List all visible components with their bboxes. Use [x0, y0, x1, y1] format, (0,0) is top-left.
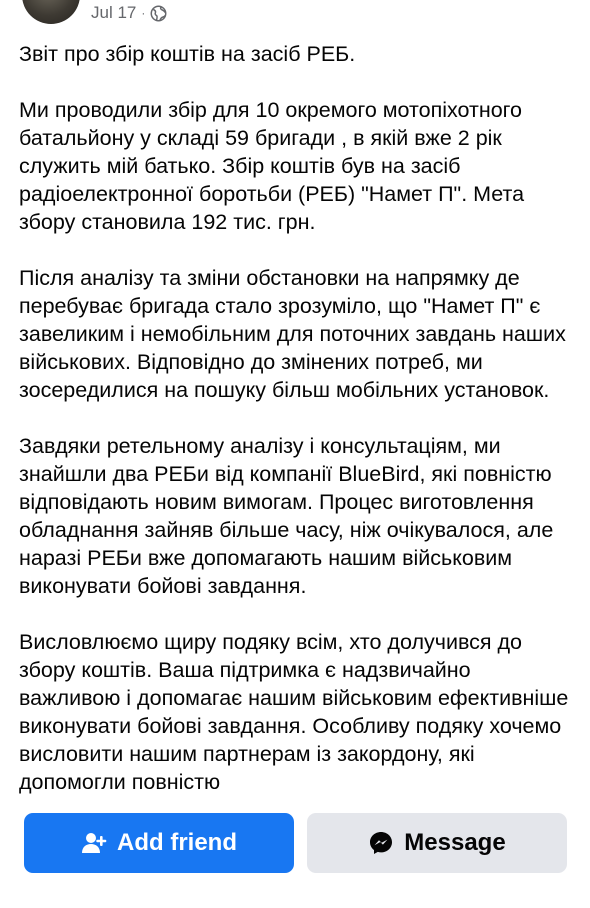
avatar[interactable] — [22, 0, 80, 24]
add-friend-button[interactable] — [24, 813, 294, 873]
post-paragraph: Завдяки ретельному аналізу і консультаціям, ми знайшли два РЕБи від компанії BlueBird, які повністю відповідають новим вимогам. Процес виготовлення обладнання зайняв більше часу, ніж очікувалося, але наразі РЕБи вже допомагають нашим військовим виконувати бойові завдання. — [19, 434, 554, 598]
add-person-icon — [81, 831, 107, 855]
meta-separator: · — [141, 6, 146, 20]
message-button[interactable] — [307, 813, 567, 873]
post-paragraph: Ми проводили збір для 10 окремого мотопіхотного батальйону у складі 59 бригади , в якій вже 2 рік служить мій батько. Збір коштів був на засіб радіоелектронної боротьби (РЕБ) "Намет П". Мета збору становила 192 тис. грн. — [19, 98, 525, 234]
post-paragraph: Після аналізу та зміни обстановки на напрямку де перебуває бригада стало зрозуміло, що "Намет П" є завеликим і немобільним для поточних завдань наших військових. Відповідно до змінених потреб, ми зосередилися на пошуку більш мобільних установок. — [19, 266, 566, 402]
post-paragraph: Звіт про збір коштів на засіб РЕБ. — [19, 42, 356, 66]
post-meta — [91, 3, 167, 23]
post-date[interactable]: Jul 17 — [91, 3, 137, 22]
post-paragraph: Висловлюємо щиру подяку всім, хто долучився до збору коштів. Ваша підтримка є надзвичайно важливою і допомагає нашим військовим ефективніше виконувати бойові завдання. Особливу подяку хочемо висловити нашим партнерам із закордону, які допомогли повністю — [19, 630, 569, 794]
message-label: Message — [404, 829, 506, 856]
add-friend-label: Add friend — [117, 829, 237, 856]
post-header — [0, 0, 590, 34]
post-body — [19, 40, 577, 824]
profile-action-bar — [0, 802, 590, 908]
globe-icon[interactable] — [150, 5, 167, 22]
messenger-icon — [368, 830, 394, 856]
